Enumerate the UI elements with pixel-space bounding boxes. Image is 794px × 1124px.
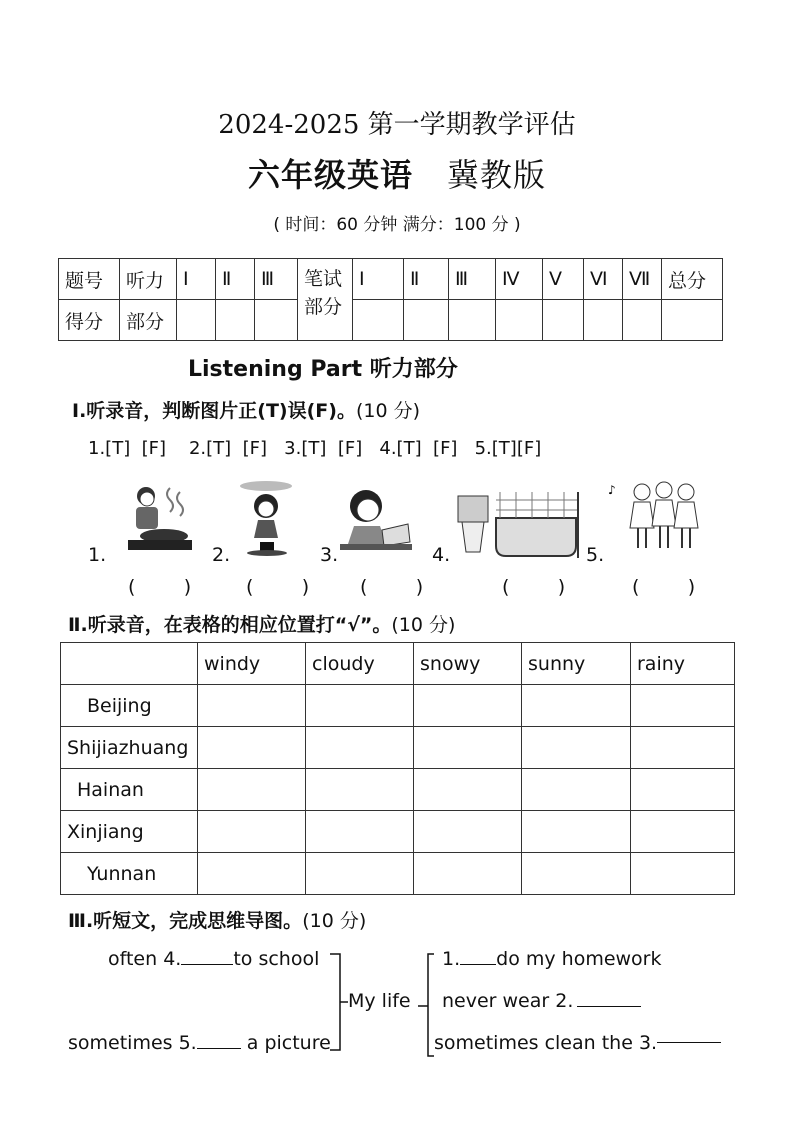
- left2-prefix: sometimes 5.: [68, 1032, 197, 1054]
- blank-3[interactable]: [657, 1042, 721, 1043]
- check-cell[interactable]: [306, 769, 414, 811]
- weather-header-corner: [61, 643, 198, 685]
- answer-blank-1[interactable]: ( ): [128, 576, 192, 598]
- section2-instruction: Ⅱ.听录音，在表格的相应位置打“√”。: [68, 614, 392, 636]
- answer-blank-2[interactable]: ( ): [246, 576, 310, 598]
- right2-prefix: never wear 2.: [442, 990, 574, 1012]
- score-table: [58, 258, 723, 341]
- score-cell[interactable]: [662, 300, 723, 341]
- mind-map-right-2: [442, 990, 641, 1012]
- score-cell[interactable]: [404, 300, 449, 341]
- right3-prefix: sometimes clean the 3.: [434, 1032, 658, 1054]
- score-cell[interactable]: [255, 300, 298, 341]
- section3-title: [68, 906, 366, 933]
- check-cell[interactable]: [631, 853, 735, 895]
- check-cell[interactable]: [306, 727, 414, 769]
- weather-header-snowy: snowy: [414, 643, 522, 685]
- check-cell[interactable]: [522, 853, 631, 895]
- score-cell[interactable]: [623, 300, 662, 341]
- girl-with-hat-icon: [236, 478, 298, 558]
- listening-part-title: Listening Part 听力部分: [188, 357, 458, 382]
- section3-points: (10 分): [302, 910, 367, 932]
- listening-sub-label: 部分: [120, 300, 177, 341]
- cooking-icon: [122, 480, 198, 558]
- check-cell[interactable]: [306, 853, 414, 895]
- score-header-cell: Ⅱ: [216, 259, 255, 300]
- mind-map-right-3: [434, 1032, 721, 1054]
- left1-suffix: to school: [233, 948, 320, 970]
- blank-2[interactable]: [577, 1006, 641, 1007]
- check-cell[interactable]: [198, 727, 306, 769]
- check-cell[interactable]: [198, 769, 306, 811]
- check-cell[interactable]: [414, 853, 522, 895]
- check-cell[interactable]: [631, 685, 735, 727]
- item-number: 4.: [432, 544, 451, 566]
- score-header-cell: Ⅴ: [543, 259, 584, 300]
- section1-instruction: Ⅰ.听录音，判断图片正(T)误(F)。: [72, 400, 356, 422]
- mind-map-center: My life: [348, 990, 411, 1012]
- check-cell[interactable]: [414, 727, 522, 769]
- score-header-cell: Ⅰ: [353, 259, 404, 300]
- check-cell[interactable]: [198, 853, 306, 895]
- bathroom-icon: [456, 488, 584, 562]
- check-cell[interactable]: [522, 769, 631, 811]
- section2-points: (10 分): [391, 614, 456, 636]
- right1-suffix: do my homework: [496, 948, 662, 970]
- score-cell[interactable]: [543, 300, 584, 341]
- section3-instruction: Ⅲ.听短文，完成思维导图。: [68, 910, 303, 932]
- score-cell[interactable]: [353, 300, 404, 341]
- score-cell[interactable]: [496, 300, 543, 341]
- score-header-cell: 总分: [662, 259, 723, 300]
- svg-text:♪: ♪: [608, 483, 616, 497]
- score-header-cell: Ⅱ: [404, 259, 449, 300]
- answer-blank-4[interactable]: ( ): [502, 576, 566, 598]
- right1-prefix: 1.: [442, 948, 461, 970]
- written-sub-label: 部分: [304, 296, 343, 318]
- mind-map-left-2: [68, 1032, 331, 1054]
- exam-subject-title: [0, 150, 794, 196]
- section1-title: [72, 396, 420, 423]
- check-cell[interactable]: [198, 685, 306, 727]
- mind-map-right-1: [442, 948, 662, 970]
- written-part-cell: [298, 259, 353, 341]
- item-number: 1.: [88, 544, 107, 566]
- score-row-label: 得分: [59, 300, 120, 341]
- mind-map-brackets: [326, 950, 438, 1060]
- mind-map-left-1: [108, 948, 319, 970]
- score-header-cell: Ⅲ: [255, 259, 298, 300]
- check-cell[interactable]: [306, 811, 414, 853]
- blank-5[interactable]: [197, 1048, 241, 1049]
- check-cell[interactable]: [522, 727, 631, 769]
- weather-header-cloudy: cloudy: [306, 643, 414, 685]
- check-cell[interactable]: [631, 727, 735, 769]
- score-cell[interactable]: [177, 300, 216, 341]
- score-cell[interactable]: [216, 300, 255, 341]
- boy-reading-icon: [336, 482, 416, 554]
- item-number: 2.: [212, 544, 231, 566]
- item-number: 5.: [586, 544, 605, 566]
- answer-blank-3[interactable]: ( ): [360, 576, 424, 598]
- left1-prefix: often 4.: [108, 948, 182, 970]
- check-cell[interactable]: [631, 769, 735, 811]
- score-cell[interactable]: [449, 300, 496, 341]
- blank-4[interactable]: [181, 964, 233, 965]
- exam-term-title: 2024-2025 第一学期教学评估: [218, 110, 576, 140]
- weather-header-rainy: rainy: [631, 643, 735, 685]
- section2-title: [68, 610, 455, 637]
- weather-header-sunny: sunny: [522, 643, 631, 685]
- city-label: Beijing: [61, 685, 198, 727]
- city-label: Yunnan: [61, 853, 198, 895]
- check-cell[interactable]: [522, 685, 631, 727]
- score-header-cell: Ⅶ: [623, 259, 662, 300]
- score-header-cell: 听力: [120, 259, 177, 300]
- left2-suffix: a picture: [240, 1032, 331, 1054]
- city-label: Shijiazhuang: [61, 727, 198, 769]
- city-label: Hainan: [61, 769, 198, 811]
- score-header-cell: Ⅵ: [584, 259, 623, 300]
- answer-blank-5[interactable]: ( ): [632, 576, 696, 598]
- section1-options: 1.[T] [F] 2.[T] [F] 3.[T] [F] 4.[T] [F] 5.[T][F]: [88, 438, 542, 459]
- score-header-cell: Ⅲ: [449, 259, 496, 300]
- weather-table: [60, 642, 735, 895]
- check-cell[interactable]: [414, 769, 522, 811]
- section1-points: (10 分): [355, 400, 421, 422]
- check-cell[interactable]: [522, 811, 631, 853]
- subject-name: 六年级英语: [247, 156, 413, 194]
- girls-singing-icon: [606, 478, 702, 552]
- blank-1[interactable]: [460, 964, 496, 965]
- exam-info: ( 时间：60 分钟 满分：100 分 ): [273, 215, 521, 235]
- item-number: 3.: [320, 544, 339, 566]
- publisher-name: 冀教版: [447, 156, 547, 194]
- check-cell[interactable]: [306, 685, 414, 727]
- check-cell[interactable]: [414, 685, 522, 727]
- city-label: Xinjiang: [61, 811, 198, 853]
- score-header-cell: Ⅳ: [496, 259, 543, 300]
- written-label: 笔试: [304, 268, 343, 290]
- check-cell[interactable]: [414, 811, 522, 853]
- score-header-cell: 题号: [59, 259, 120, 300]
- check-cell[interactable]: [198, 811, 306, 853]
- weather-header-windy: windy: [198, 643, 306, 685]
- check-cell[interactable]: [631, 811, 735, 853]
- score-header-cell: Ⅰ: [177, 259, 216, 300]
- score-cell[interactable]: [584, 300, 623, 341]
